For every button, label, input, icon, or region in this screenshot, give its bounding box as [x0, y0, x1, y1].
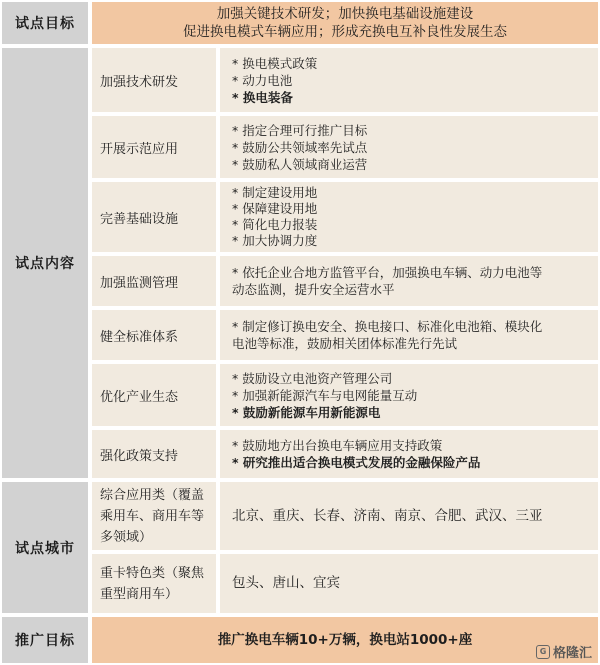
watermark-logo	[536, 642, 592, 661]
content-row-items	[220, 364, 598, 426]
list-item: * 换电模式政策	[232, 55, 318, 71]
content-row-items	[220, 430, 598, 478]
target-content: 推广换电车辆10+万辆，换电站1000+座	[92, 617, 598, 663]
list-item: * 保障建设用地	[232, 201, 318, 216]
content-row-name: 加强监测管理	[92, 256, 216, 306]
list-item: * 鼓励地方出台换电车辆应用支持政策	[232, 438, 443, 453]
list-item: * 加强新能源汽车与电网能量互动	[232, 387, 418, 403]
watermark-text: 格隆汇	[552, 646, 592, 661]
city-list: 包头、唐山、宜宾	[220, 554, 598, 613]
content-row-items	[220, 116, 598, 178]
list-item: * 鼓励私人领域商业运营	[232, 156, 368, 172]
list-item: * 依托企业合地方监管平台，加强换电车辆、动力电池等	[232, 265, 543, 280]
content-row-name: 完善基础设施	[92, 182, 216, 252]
logo-icon: G	[536, 645, 550, 659]
goal-line: 促进换电模式车辆应用；形成充换电互补良性发展生态	[183, 24, 507, 40]
content-row-items	[220, 310, 598, 360]
list-item: * 鼓励设立电池资产管理公司	[232, 370, 393, 386]
target-label: 推广目标	[2, 617, 88, 663]
city-category: 综合应用类（覆盖乘用车、商用车等多领域）	[92, 482, 216, 550]
list-item: * 鼓励新能源车用新能源电	[232, 404, 381, 420]
list-item: 电池等标准，鼓励相关团体标准先行先试	[232, 336, 458, 351]
list-item: * 加大协调力度	[232, 233, 318, 248]
list-item: * 指定合理可行推广目标	[232, 122, 368, 138]
city-list: 北京、重庆、长春、济南、南京、合肥、武汉、三亚	[220, 482, 598, 550]
list-item: * 制定建设用地	[232, 185, 318, 200]
content-row-items	[220, 182, 598, 252]
list-item: * 换电装备	[232, 89, 293, 105]
list-item: * 动力电池	[232, 72, 293, 88]
content-row-name: 开展示范应用	[92, 116, 216, 178]
cities-label: 试点城市	[2, 482, 88, 613]
list-item: * 简化电力报装	[232, 217, 318, 232]
content-row-items	[220, 256, 598, 306]
goal-line: 加强关键技术研发；加快换电基础设施建设	[216, 6, 474, 22]
city-category: 重卡特色类（聚焦重型商用车）	[92, 554, 216, 613]
content-row-items	[220, 48, 598, 112]
goal-content	[92, 2, 598, 44]
list-item: * 制定修订换电安全、换电接口、标准化电池箱、模块化	[232, 319, 543, 334]
list-item: * 鼓励公共领域率先试点	[232, 139, 368, 155]
content-row-name: 健全标准体系	[92, 310, 216, 360]
content-row-name: 加强技术研发	[92, 48, 216, 112]
content-label: 试点内容	[2, 48, 88, 478]
list-item: 动态监测，提升安全运营水平	[232, 282, 395, 297]
content-row-name: 强化政策支持	[92, 430, 216, 478]
goal-label: 试点目标	[2, 2, 88, 44]
list-item: * 研究推出适合换电模式发展的金融保险产品	[232, 455, 481, 470]
content-row-name: 优化产业生态	[92, 364, 216, 426]
